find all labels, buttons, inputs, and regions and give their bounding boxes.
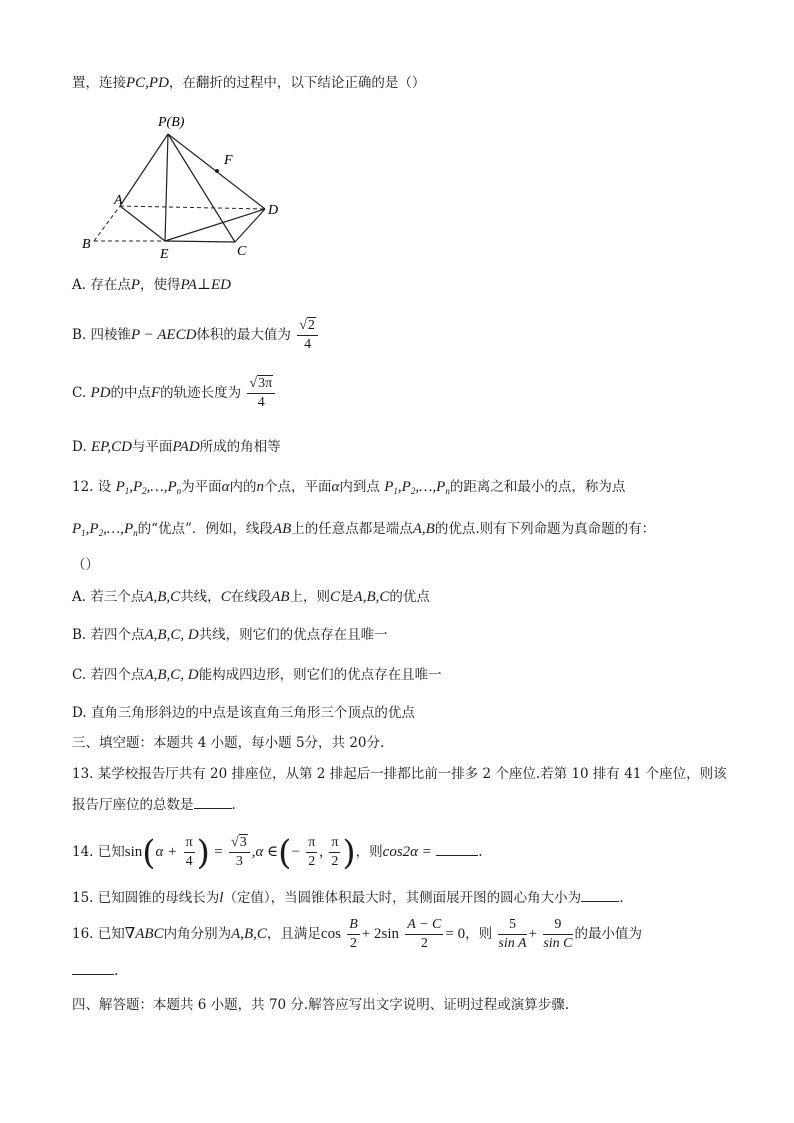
q12-option-d: D. 直角三角形斜边的中点是该直角三角形三个顶点的优点 — [72, 705, 415, 721]
label-b: B — [82, 237, 91, 252]
q16: 16. 已知∇ABC内角分别为A,B,C，且满足cos $\frac{B}{2}$ + 2sin $\frac{A - C}{2}$ = 0，则 $\frac{5}{\text{sin A}}$ + $\frac{9}{\text{sin C}}$ 的最小值为 — [72, 917, 642, 951]
math-pa-perp-ed: PA⊥ED — [180, 277, 232, 293]
section-3-heading: 三、填空题：本题共 4 小题，每小题 5分，共 20分. — [72, 735, 385, 751]
point-f-dot — [215, 169, 219, 173]
q15: 15. 已知圆锥的母线长为l（定值），当圆锥体积最大时，其侧面展开图的圆心角大小为 . — [72, 890, 624, 906]
q11-continuation: 置，连接PC,PD，在翻折的过程中，以下结论正确的是（） — [72, 75, 426, 91]
label-a: A — [114, 193, 123, 208]
q12-paren: （） — [72, 557, 99, 573]
q11-option-a: A. 存在点P，使得PA⊥ED — [72, 277, 232, 293]
q12-option-b: B. 若四个点A,B,C, D共线，则它们的优点存在且唯一 — [72, 627, 388, 643]
fraction-sqrt3pi-over-4: $\frac{√3\pi}{4}$ — [247, 376, 275, 411]
label-p: P(B) — [158, 115, 185, 130]
label-d: D — [268, 203, 279, 218]
math-p-aecd: P − AECD — [131, 327, 197, 343]
label-c: C — [237, 244, 247, 259]
q12-option-c: C. 若四个点A,B,C, D能构成四边形，则它们的优点存在且唯一 — [72, 667, 442, 683]
answer-blank[interactable] — [194, 796, 232, 809]
label-f: F — [224, 153, 233, 168]
answer-blank[interactable] — [581, 889, 619, 902]
q13-line2: 报告厅座位的总数是 . — [72, 797, 236, 813]
pyramid-figure — [78, 108, 298, 268]
q14: 14. 已知sin(α + $\frac{\pi}{4}$ ) = $\frac{√3}{3}$ ,α ∈(− $\frac{\pi}{2}$ , $\frac{\pi}{2}$ )，则cos2α = . — [72, 832, 483, 873]
section-4-heading: 四、解答题：本题共 6 小题，共 70 分.解答应写出文字说明、证明过程或演算步骤. — [72, 997, 570, 1013]
q11-option-b: B. 四棱锥P − AECD体积的最大值为 $\frac{√2}{4}$ — [72, 316, 320, 354]
q12-stem-line2: $P_1,P_2,\dots,P_n$的“优点”．例如，线段AB上的任意点都是端点A,B的优点.则有下列命题为真命题的有： — [72, 521, 656, 538]
answer-blank[interactable] — [72, 962, 114, 975]
label-e: E — [160, 247, 169, 262]
q13-line1: 13. 某学校报告厅共有 20 排座位，从第 2 排起后一排都比前一排多 2 个座位.若第 10 排有 41 个座位，则该 — [72, 766, 727, 782]
q11-option-c: C. PD的中点F的轨迹长度为 $\frac{√3\pi}{4}$ — [72, 374, 277, 412]
q16-answer-line: . — [72, 962, 118, 980]
q12-stem-line1: 12. 设 $P_1,P_2,\dots,P_n$为平面α内的n个点，平面α内到点 $P_1,P_2,\dots,P_n$的距离之和最小的点，称为点 — [72, 479, 626, 496]
answer-blank[interactable] — [436, 843, 478, 856]
math-pc-pd: PC,PD — [126, 75, 169, 91]
q12-option-a: A. 若三个点A,B,C共线，C在线段AB上，则C是A,B,C的优点 — [72, 589, 430, 605]
fraction-sqrt2-over-4: $\frac{√2}{4}$ — [297, 318, 318, 353]
q11-option-d: D. EP,CD与平面PAD所成的角相等 — [72, 439, 281, 455]
